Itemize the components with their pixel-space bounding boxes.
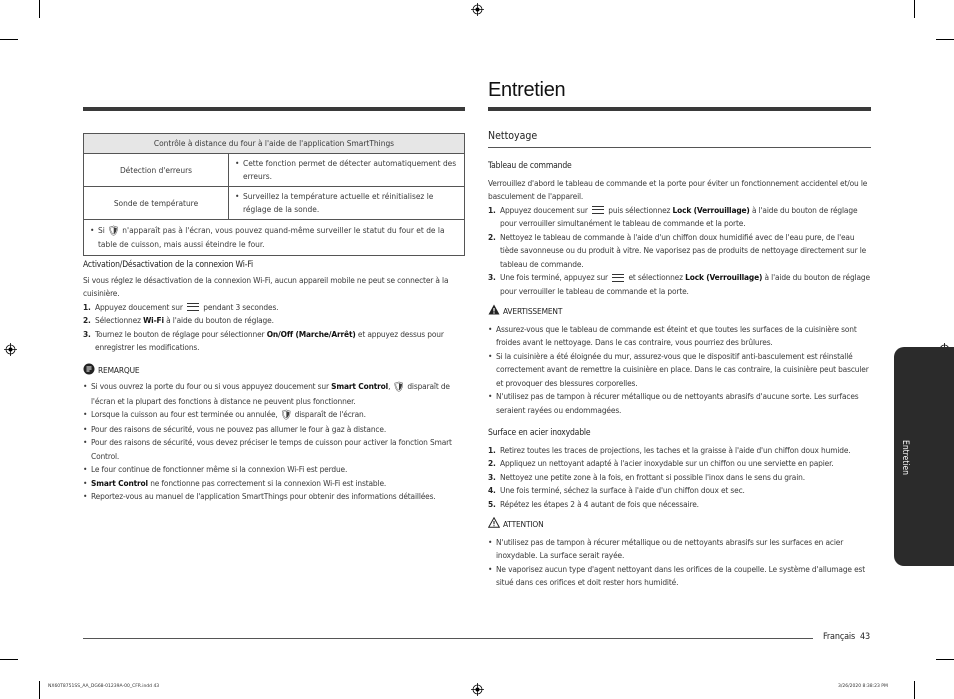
warning-icon bbox=[488, 304, 500, 315]
smartthings-table bbox=[83, 133, 465, 256]
crop-mark bbox=[914, 0, 915, 18]
slug-date: 3/26/2020 8:38:23 PM bbox=[838, 684, 888, 689]
list-item: • Si vous ouvrez la porte du four ou si vous appuyez doucement sur Smart Control, 🛡 disparaît de l'écran et la plupart des fonctions à distance ne peuvent plus fonctionner. bbox=[83, 380, 465, 408]
header-rule bbox=[488, 107, 871, 111]
list-item: • Si la cuisinière a été éloignée du mur, assurez-vous que le dispositif anti-basculement est réinstallé correctement avant de remettre la cuisinière en place. Dans le cas contraire, la cuisinière peut basculer et provoquer des blessures corporelles. bbox=[488, 350, 871, 391]
section-heading: Tableau de commande bbox=[488, 161, 572, 171]
list-item: • Pour des raisons de sécurité, vous ne pouvez pas allumer le four à gaz à distance. bbox=[83, 423, 465, 437]
section-heading: Surface en acier inoxydable bbox=[488, 428, 591, 438]
list-item: 4. Une fois terminé, séchez la surface à l'aide d'un chiffon doux et sec. bbox=[488, 485, 745, 495]
list-item: 1. Appuyez doucement sur puis sélectionnez Lock (Verrouillage) à l'aide du bouton de réglage pour verrouiller simultanément le tableau de commande et la porte. bbox=[488, 204, 858, 228]
list-item: • Pour des raisons de sécurité, vous devez préciser le temps de cuisson pour activer la fonction Smart Control. bbox=[83, 436, 465, 463]
list-item: 2. Sélectionnez Wi-Fi à l'aide du bouton de réglage. bbox=[83, 315, 274, 325]
right-column bbox=[488, 130, 871, 590]
list-item: • Assurez-vous que le tableau de commande est éteint et que toutes les surfaces de la cuisinière sont froides avant le nettoyage. Dans le cas contraire, vous pourriez des brûlures. bbox=[488, 323, 871, 350]
list-item: • N'utilisez pas de tampon à récurer métallique ou de nettoyants abrasifs d'aucune sorte. Les surfaces seraient rayées ou endommagées. bbox=[488, 390, 871, 417]
smart-control-icon: 🛡 bbox=[279, 410, 293, 421]
registration-mark-icon bbox=[4, 343, 17, 356]
left-column bbox=[83, 133, 465, 504]
note-icon bbox=[83, 363, 95, 375]
menu-icon bbox=[612, 274, 624, 282]
list-item: • N'utilisez pas de tampon à récurer métallique ou de nettoyants abrasifs sur les surfaces en acier inoxydable. La surface serait rayée. bbox=[488, 536, 871, 563]
list-item: 2. Nettoyez le tableau de commande à l'aide d'un chiffon doux humidifié avec de l'eau pure, de l'eau tiède savonneuse ou du produit à vitre. Ne vaporisez pas de produits de nettoyage directement sur le tableau de commande. bbox=[488, 231, 867, 269]
paragraph: Verrouillez d'abord le tableau de commande et la porte pour éviter un fonctionnement accidentel et/ou le basculement de l'appareil. bbox=[488, 177, 868, 201]
footer-rule bbox=[83, 638, 813, 639]
table-row: Sonde de température • Surveillez la température actuelle et réinitialisez le réglage de la sonde. bbox=[84, 187, 465, 220]
registration-mark-icon bbox=[471, 3, 484, 16]
smart-control-icon: 🛡 bbox=[107, 226, 120, 237]
list-item: 3. Nettoyez une petite zone à la fois, en frottant si possible l'inox dans le sens du grain. bbox=[488, 471, 805, 482]
list-item: • Ne vaporisez aucun type d'agent nettoyant dans les orifices de la coupelle. Le système d'allumage est situé dans ces orifices et doit rester hors humidité. bbox=[488, 563, 871, 590]
header-rule bbox=[83, 107, 465, 111]
menu-icon bbox=[187, 303, 199, 311]
list-item: • Le four continue de fonctionner même si la connexion Wi-Fi est perdue. bbox=[83, 463, 465, 477]
table-row: Détection d'erreurs • Cette fonction permet de détecter automatiquement des erreurs. bbox=[84, 154, 465, 187]
crop-mark bbox=[914, 681, 915, 699]
list-item: 1. Retirez toutes les traces de projections, les taches et la graisse à l'aide d'un chiffon doux humide. bbox=[488, 444, 851, 455]
list-item: 5. Répétez les étapes 2 à 4 autant de fois que nécessaire. bbox=[488, 498, 699, 509]
list-item: 2. Appliquez un nettoyant adapté à l'acier inoxydable sur un chiffon ou une serviette en papier. bbox=[488, 458, 834, 468]
note-heading: REMARQUE bbox=[83, 363, 465, 378]
smart-control-icon: 🛡 bbox=[392, 382, 406, 393]
crop-mark bbox=[0, 659, 18, 660]
crop-mark bbox=[0, 39, 18, 40]
list-item: • Lorsque la cuisson au four est terminée ou annulée, 🛡 disparaît de l'écran. bbox=[83, 408, 465, 423]
menu-icon bbox=[592, 206, 604, 214]
section-rule bbox=[488, 147, 871, 148]
list-item: • Smart Control ne fonctionne pas correctement si la connexion Wi-Fi est instable. bbox=[83, 477, 465, 491]
crop-mark bbox=[936, 659, 954, 660]
crop-mark bbox=[39, 0, 40, 18]
list-item: 3. Tournez le bouton de réglage pour sélectionner On/Off (Marche/Arrêt) et appuyez dessus pour enregistrer les modifications. bbox=[83, 328, 444, 352]
warning-heading: AVERTISSEMENT bbox=[488, 304, 871, 319]
caution-heading: ATTENTION bbox=[488, 517, 871, 532]
chapter-tab-label: Entretien bbox=[900, 440, 910, 476]
caution-icon bbox=[488, 517, 500, 528]
registration-mark-icon bbox=[471, 683, 484, 696]
page-number: 43 bbox=[859, 632, 870, 642]
table-row: • Si 🛡 n'apparaît pas à l'écran, vous pouvez quand-même surveiller le statut du four et de la table de cuisson, mais aussi éteindre le four. bbox=[84, 220, 465, 256]
section-heading: Activation/Désactivation de la connexion Wi-Fi bbox=[83, 260, 253, 270]
paragraph: Si vous réglez le désactivation de la connexion Wi-Fi, aucun appareil mobile ne peut se connecter à la cuisinière. bbox=[83, 274, 449, 298]
list-item: 1. Appuyez doucement sur pendant 3 secondes. bbox=[83, 301, 279, 312]
crop-mark bbox=[936, 39, 954, 40]
page-title: Entretien bbox=[488, 79, 566, 101]
crop-mark bbox=[39, 681, 40, 699]
footer bbox=[823, 631, 870, 645]
list-item: • Reportez-vous au manuel de l'application SmartThings pour obtenir des informations détaillées. bbox=[83, 490, 465, 504]
list-item: 3. Une fois terminé, appuyez sur et sélectionnez Lock (Verrouillage) à l'aide du bouton de réglage pour verrouiller le tableau de commande et la porte. bbox=[488, 272, 870, 296]
table-header: Contrôle à distance du four à l'aide de l'application SmartThings bbox=[84, 134, 465, 154]
footer-language: Français bbox=[823, 632, 856, 642]
slug-file: NX60T8751SS_AA_DG68-01239A-00_CFR.indd 43 bbox=[48, 684, 160, 689]
section-title: Nettoyage bbox=[488, 130, 538, 142]
